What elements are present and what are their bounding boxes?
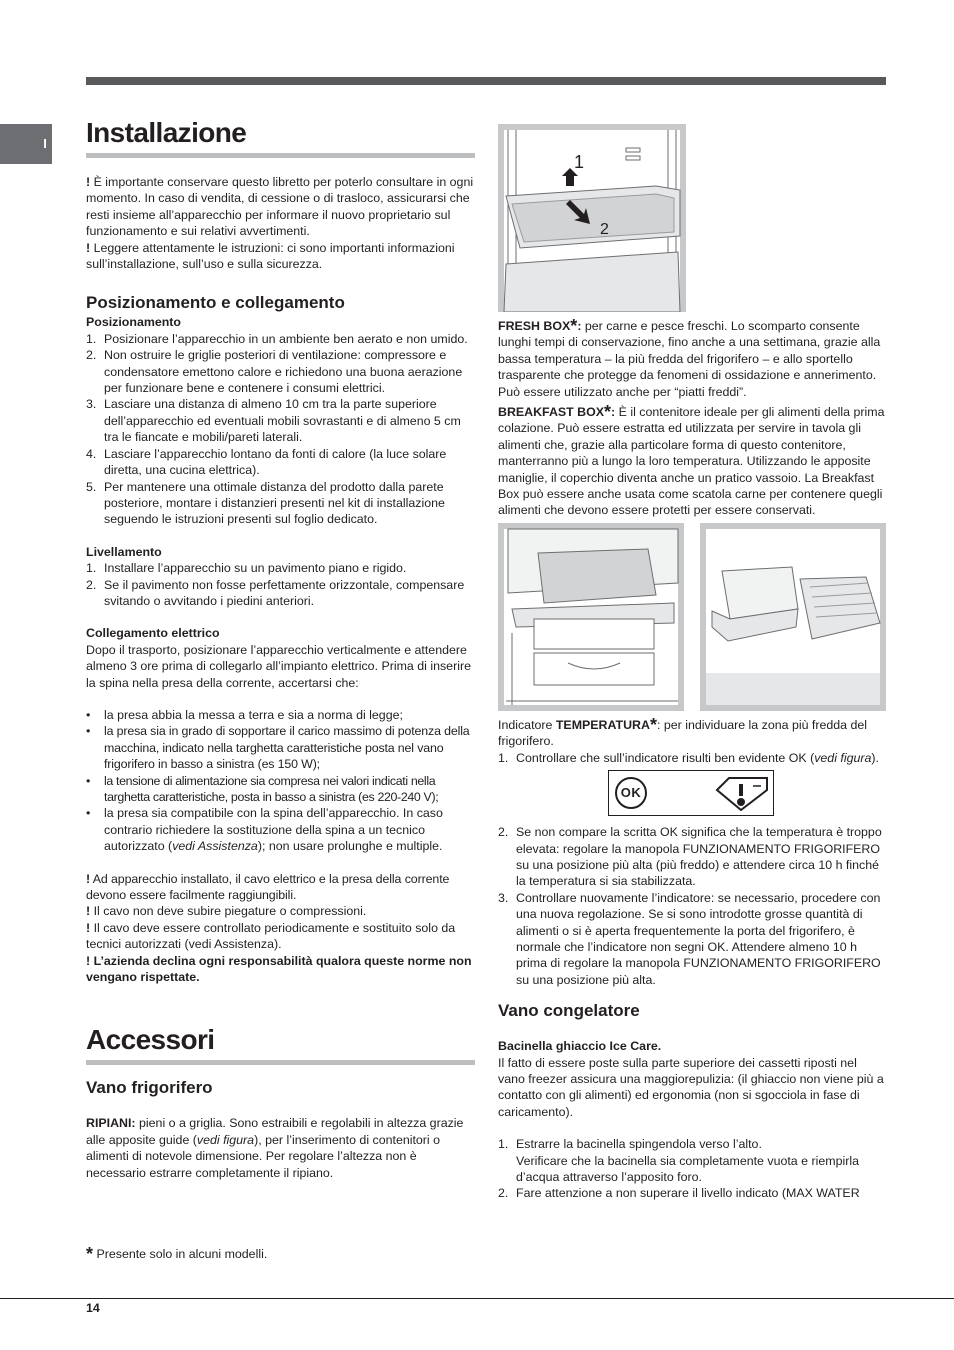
breakfast-box-illustration xyxy=(700,523,886,711)
intro-warning-2: ! Leggere attentamente le istruzioni: ci sono importanti informazioni sull’installazione, sull’uso e sulla sicurezza. xyxy=(86,240,455,272)
vano-congelatore-heading: Vano congelatore xyxy=(498,1001,640,1021)
ice-care-subheading: Bacinella ghiaccio Ice Care. xyxy=(498,1039,662,1054)
vano-frigorifero-heading: Vano frigorifero xyxy=(86,1078,213,1098)
list-item: 2. Se il pavimento non fosse perfettamente orizzontale, compensare svitando o avvitando i piedini anteriori. xyxy=(86,577,465,608)
right-column xyxy=(498,124,886,1202)
shelf-label-2: 2 xyxy=(600,221,609,238)
list-item: • la presa abbia la messa a terra e sia a norma di legge; xyxy=(86,707,403,722)
list-item: • la tensione di alimentazione sia compresa nei valori indicati nella targhetta caratteristiche, posta in basso a sinistra (es 220-240 V); xyxy=(86,773,439,804)
fresh-box-text: FRESH BOX*: per carne e pesce freschi. Lo scomparto consente lunghi tempi di conservazione, fino anche a una settimana, grazie alla bassa temperatura – la più fredda del frigorifero – e allo sportello trasparente che protegge da fenomeni di ossidazione e annerimento. Può essere utilizzato anche per “piatti freddi”. xyxy=(498,316,881,399)
warning-cable-check: ! Il cavo deve essere controllato periodicamente e sostituito solo da tecnici autorizzati (vedi Assistenza). xyxy=(86,920,456,952)
indicator-list-1 xyxy=(498,750,886,766)
box-figures-row xyxy=(498,523,886,711)
list-item: 1. Controllare che sull’indicatore risulti ben evidente OK (vedi figura). xyxy=(498,750,879,765)
accessori-title: Accessori xyxy=(86,1024,215,1056)
livellamento-list xyxy=(86,560,475,609)
installazione-title: Installazione xyxy=(86,117,247,148)
list-item: 3. Controllare nuovamente l’indicatore: se necessario, procedere con una nuova regolazione. Se si sono introdotte grosse quantità di alimenti o si è aperta frequentemente la porta del frigorifero, è normale che l’indicatore non segni OK. Attendere almeno 10 h prima di regolare la manopola FUNZIONAMENTO FRIGORIFERO su una posizione più alta. xyxy=(498,890,881,987)
top-rule xyxy=(86,77,886,85)
page-number: 14 xyxy=(86,1301,100,1315)
fresh-box-figure xyxy=(498,523,684,711)
intro-warning-1: ! È importante conservare questo libretto per poterlo consultare in ogni momento. In caso di vendita, di cessione o di trasloco, assicurarsi che resti insieme all’apparecchio per informare il nuovo proprietario sul funzionamento e sui relativi avvertimenti. xyxy=(86,175,474,239)
list-item: 2. Se non compare la scritta OK significa che la temperatura è troppo elevata: regolare la manopola FUNZIONAMENTO FRIGORIFERO su una posizione più alta (più freddo) e attendere circa 10 h finché la temperatura si sia stabilizzata. xyxy=(498,825,882,889)
language-tab: I xyxy=(0,124,52,164)
collegamento-subheading: Collegamento elettrico xyxy=(86,626,220,641)
ripiani-text: RIPIANI: pieni o a griglia. Sono estraibili e regolabili in altezza grazie alle apposite guide (vedi figura), per l’inserimento di contenitori o alimenti di notevole dimensione. Per regolare l’altezza non è necessario estrarre completamente il ripiano. xyxy=(86,1116,464,1180)
shelf-label-1: 1 xyxy=(574,152,585,172)
footnote: * Presente solo in alcuni modelli. xyxy=(86,1244,268,1264)
shelf-figure xyxy=(498,124,686,312)
list-item: 1. Installare l’apparecchio su un pavimento piano e rigido. xyxy=(86,561,407,576)
warning-cable-bend: ! Il cavo non deve subire piegature o compressioni. xyxy=(86,904,367,919)
temperature-indicator-text: Indicatore TEMPERATURA*: per individuare la zona più fredda del frigorifero. xyxy=(498,714,868,749)
bottom-rule xyxy=(0,1298,954,1299)
posizionamento-subheading: Posizionamento xyxy=(86,315,182,330)
list-item: 5. Per mantenere una ottimale distanza del prodotto dalla parete posteriore, montare i distanzieri presenti nel kit di installazione seguendo le istruzioni presenti sul foglio dedicato. xyxy=(86,479,445,527)
livellamento-subheading: Livellamento xyxy=(86,544,162,559)
breakfast-box-figure xyxy=(700,523,886,711)
shelf-illustration xyxy=(498,124,686,312)
breakfast-box-text: BREAKFAST BOX*: È il contenitore ideale per gli alimenti della prima colazione. Può essere estratta ed utilizzata per servire in tavola gli alimenti che, grazie alla particolare forma di questo contenitore, manterranno più a lungo la loro temperatura. Utilizzando le apposite maniglie, il coperchio diventa anche un pratico vassoio. La Breakfast Box può essere anche usata come scatola carne per contenere quegli alimenti che devono essere protetti per essere conservati. xyxy=(498,402,885,518)
indicator-list-2 xyxy=(498,824,886,988)
list-item: 2. Fare attenzione a non superare il livello indicato (MAX WATER xyxy=(498,1186,860,1201)
fresh-box-illustration xyxy=(498,523,684,711)
list-item: 3. Lasciare una distanza di almeno 10 cm tra la parte superiore dell’apparecchio ed eventuali mobili sovrastanti e di almeno 5 cm tra le fiancate e mobili/pareti laterali. xyxy=(86,397,461,445)
list-item: • la presa sia in grado di sopportare il carico massimo di potenza della macchina, indicato nella targhetta caratteristiche posta nel vano frigorifero in basso a sinistra (es 150 W); xyxy=(86,724,470,772)
ice-care-list xyxy=(498,1136,886,1202)
posizionamento-heading: Posizionamento e collegamento xyxy=(86,293,345,313)
list-item: 4. Lasciare l’apparecchio lontano da fonti di calore (la luce solare diretta, una cucina elettrica). xyxy=(86,446,447,478)
list-item: 1. Estrarre la bacinella spingendola verso l’alto. Verificare che la bacinella sia completamente vuota e riempirla d’acqua attraverso l’apposito foro. xyxy=(498,1137,859,1184)
list-item: 1. Posizionare l’apparecchio in un ambiente ben aerato e non umido. xyxy=(86,331,468,346)
posizionamento-list xyxy=(86,331,475,528)
ice-care-text: Il fatto di essere poste sulla parte superiore dei cassetti riposti nel vano freezer assicura una maggiorepulizia: (il ghiaccio non viene più a contatto con gli alimenti) ed ergonomia (non si sgocciola in fase di caricamento). xyxy=(498,1055,884,1119)
list-item: 2. Non ostruire le griglie posteriori di ventilazione: compressore e condensatore emettono calore e richiedono una buona aerazione per funzionare bene e contenere i consumi elettrici. xyxy=(86,348,463,396)
left-column xyxy=(86,116,475,1181)
collegamento-text: Dopo il trasporto, posizionare l’apparecchio verticalmente e attendere almeno 3 ore prima di collegarlo all’impianto elettrico. Prima di inserire la spina nella presa della corrente, accertarsi che: xyxy=(86,642,471,690)
warning-cable-reachable: ! Ad apparecchio installato, il cavo elettrico e la presa della corrente devono essere facilmente raggiungibili. xyxy=(86,871,450,903)
ok-indicator-figure xyxy=(608,770,774,816)
cold-zone-icon xyxy=(713,776,771,812)
ok-badge: OK xyxy=(615,777,647,809)
list-item: • la presa sia compatibile con la spina dell’apparecchio. In caso contrario richiedere la sostituzione della spina a un tecnico autorizzato (vedi Assistenza); non usare prolunghe e multiple. xyxy=(86,806,443,854)
warning-liability: ! L’azienda declina ogni responsabilità qualora queste norme non vengano rispettate. xyxy=(86,953,472,985)
asterisk: * xyxy=(86,1244,94,1264)
collegamento-bullets xyxy=(86,707,475,855)
